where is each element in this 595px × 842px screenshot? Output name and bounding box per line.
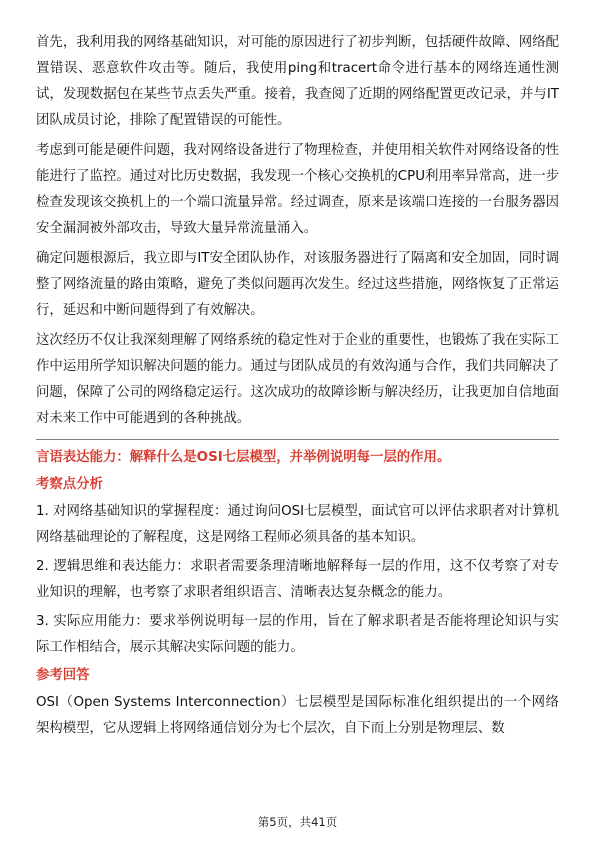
reference-answer-text: OSI（Open Systems Interconnection）七层模型是国际标准化组织提出的一个网络架构模型，它从逻辑上将网络通信划分为七个层次，自下而上分别是物理层、数 [36, 695, 559, 736]
analysis-item-1: 1. 对网络基础知识的掌握程度：通过询问OSI七层模型，面试官可以评估求职者对计算机网络基础理论的了解程度，这是网络工程师必须具备的基本知识。 [36, 504, 559, 545]
question-title: 言语表达能力：解释什么是OSI七层模型，并举例说明每一层的作用。 [36, 450, 451, 465]
analysis-item-2: 2. 逻辑思维和表达能力：求职者需要条理清晰地解释每一层的作用，这不仅考察了对专业知识的理解，也考察了求职者组织语言、清晰表达复杂概念的能力。 [36, 559, 559, 600]
intro-paragraph-4: 这次经历不仅让我深刻理解了网络系统的稳定性对于企业的重要性，也锻炼了我在实际工作中运用所学知识解决问题的能力。通过与团队成员的有效沟通与合作，我们共同解决了问题，保障了公司的网络稳定运行。这次成功的故障诊断与解决经历，让我更加自信地面对未来工作中可能遇到的各种挑战。 [36, 333, 559, 426]
intro-paragraph-3: 确定问题根源后，我立即与IT安全团队协作，对该服务器进行了隔离和安全加固，同时调整了网络流量的路由策略，避免了类似问题再次发生。经过这些措施，网络恢复了正常运行，延迟和中断问题得到了有效解决。 [36, 251, 559, 318]
page-number-footer: 第5页，共41页 [257, 815, 338, 829]
section-divider [36, 439, 559, 440]
intro-paragraph-1: 首先，我利用我的网络基础知识，对可能的原因进行了初步判断，包括硬件故障、网络配置错误、恶意软件攻击等。随后，我使用ping和tracert命令进行基本的网络连通性测试，发现数据包在某些节点丢失严重。接着，我查阅了近期的网络配置更改记录，并与IT团队成员讨论，排除了配置错误的可能性。 [36, 35, 559, 128]
document-page [36, 30, 559, 746]
analysis-list [36, 499, 559, 661]
intro-paragraph-2: 考虑到可能是硬件问题，我对网络设备进行了物理检查，并使用相关软件对网络设备的性能进行了监控。通过对比历史数据，我发现一个核心交换机的CPU利用率异常高，进一步检查发现该交换机上的一个端口流量异常。经过调查，原来是该端口连接的一台服务器因安全漏洞被外部攻击，导致大量异常流量涌入。 [36, 143, 559, 236]
reference-answer-heading: 参考回答 [36, 668, 90, 683]
analysis-heading: 考察点分析 [36, 477, 103, 492]
analysis-item-3: 3. 实际应用能力：要求举例说明每一层的作用，旨在了解求职者是否能将理论知识与实际工作相结合，展示其解决实际问题的能力。 [36, 614, 559, 655]
